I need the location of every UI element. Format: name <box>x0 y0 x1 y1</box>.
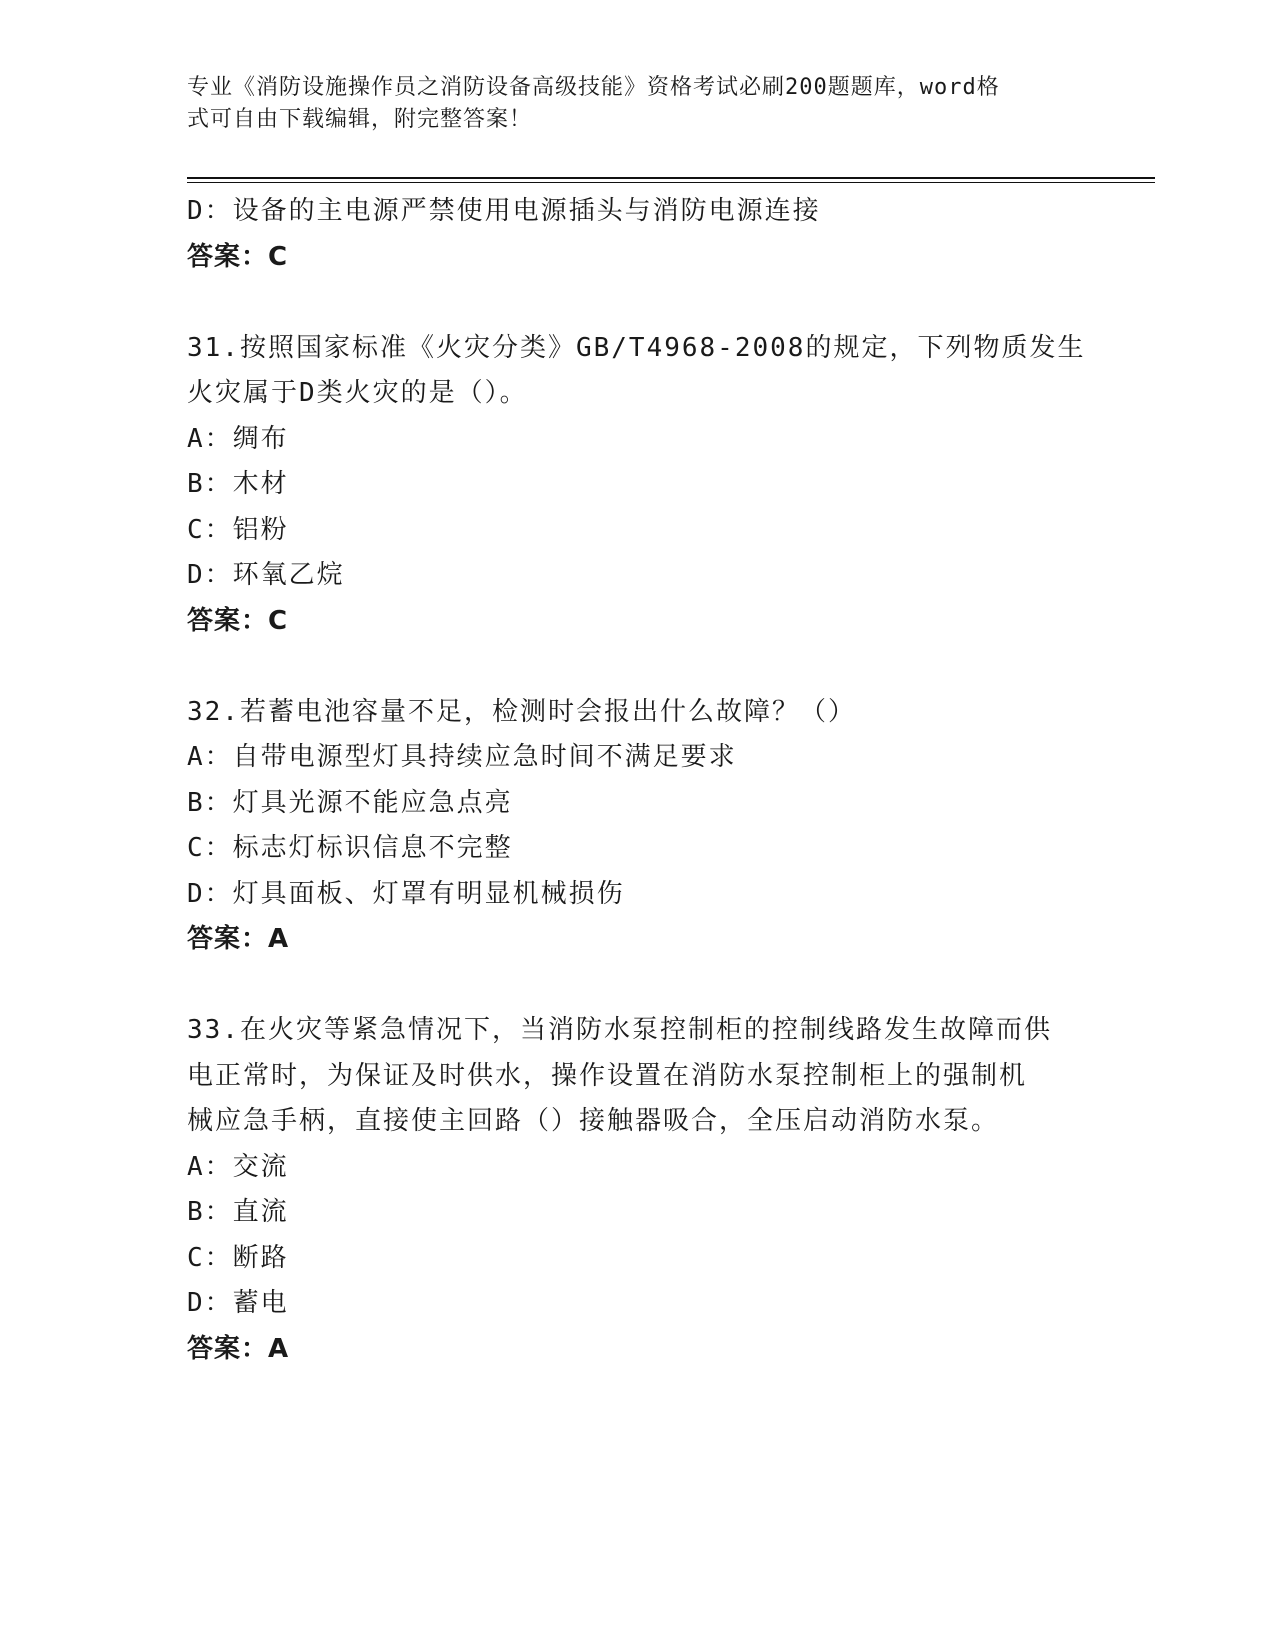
spacer <box>187 280 1087 326</box>
option-c: C：标志灯标识信息不完整 <box>187 833 513 863</box>
option-c: C：断路 <box>187 1242 289 1273</box>
header-line-1: 专业《消防设施操作员之消防设备高级技能》资格考试必刷200题题库，word格 <box>187 75 1000 100</box>
spacer <box>187 963 1087 1009</box>
header-divider-thin <box>187 182 1155 183</box>
question-stem: 31.按照国家标准《火灾分类》GB/T4968-2008的规定，下列物质发生 <box>187 332 1086 363</box>
header-divider-thick <box>187 177 1155 179</box>
option-d: D：蓄电 <box>187 1288 289 1318</box>
option-b: B：木材 <box>187 469 289 499</box>
answer-line: 答案：C <box>187 241 289 272</box>
question-stem: 33.在火灾等紧急情况下，当消防水泵控制柜的控制线路发生故障而供 <box>187 1015 1052 1045</box>
option-d: D：设备的主电源严禁使用电源插头与消防电源连接 <box>187 196 821 226</box>
option-b: B：直流 <box>187 1197 289 1227</box>
question-list <box>187 189 1087 1372</box>
header-line-2: 式可自由下载编辑，附完整答案！ <box>187 107 533 132</box>
prev-question-tail <box>187 189 1087 280</box>
answer-line: 答案：C <box>187 605 289 636</box>
question-stem: 械应急手柄，直接使主回路（）接触器吸合，全压启动消防水泵。 <box>187 1106 1000 1136</box>
option-a: A：绸布 <box>187 423 289 454</box>
option-c: C：铝粉 <box>187 514 289 545</box>
question-stem: 电正常时，为保证及时供水，操作设置在消防水泵控制柜上的强制机 <box>187 1060 1028 1091</box>
option-a: A：自带电源型灯具持续应急时间不满足要求 <box>187 742 737 772</box>
document-header <box>187 72 1067 136</box>
option-d: D：环氧乙烷 <box>187 560 345 590</box>
option-b: B：灯具光源不能应急点亮 <box>187 787 513 818</box>
option-a: A：交流 <box>187 1151 289 1182</box>
question-32 <box>187 690 1087 963</box>
spacer <box>187 644 1087 690</box>
option-d: D：灯具面板、灯罩有明显机械损伤 <box>187 878 625 909</box>
question-33 <box>187 1008 1087 1372</box>
answer-line: 答案：A <box>187 924 290 954</box>
question-stem: 32.若蓄电池容量不足，检测时会报出什么故障？（） <box>187 696 856 727</box>
answer-line: 答案：A <box>187 1333 290 1364</box>
question-31 <box>187 326 1087 645</box>
question-stem: 火灾属于D类火灾的是（）。 <box>187 378 528 408</box>
